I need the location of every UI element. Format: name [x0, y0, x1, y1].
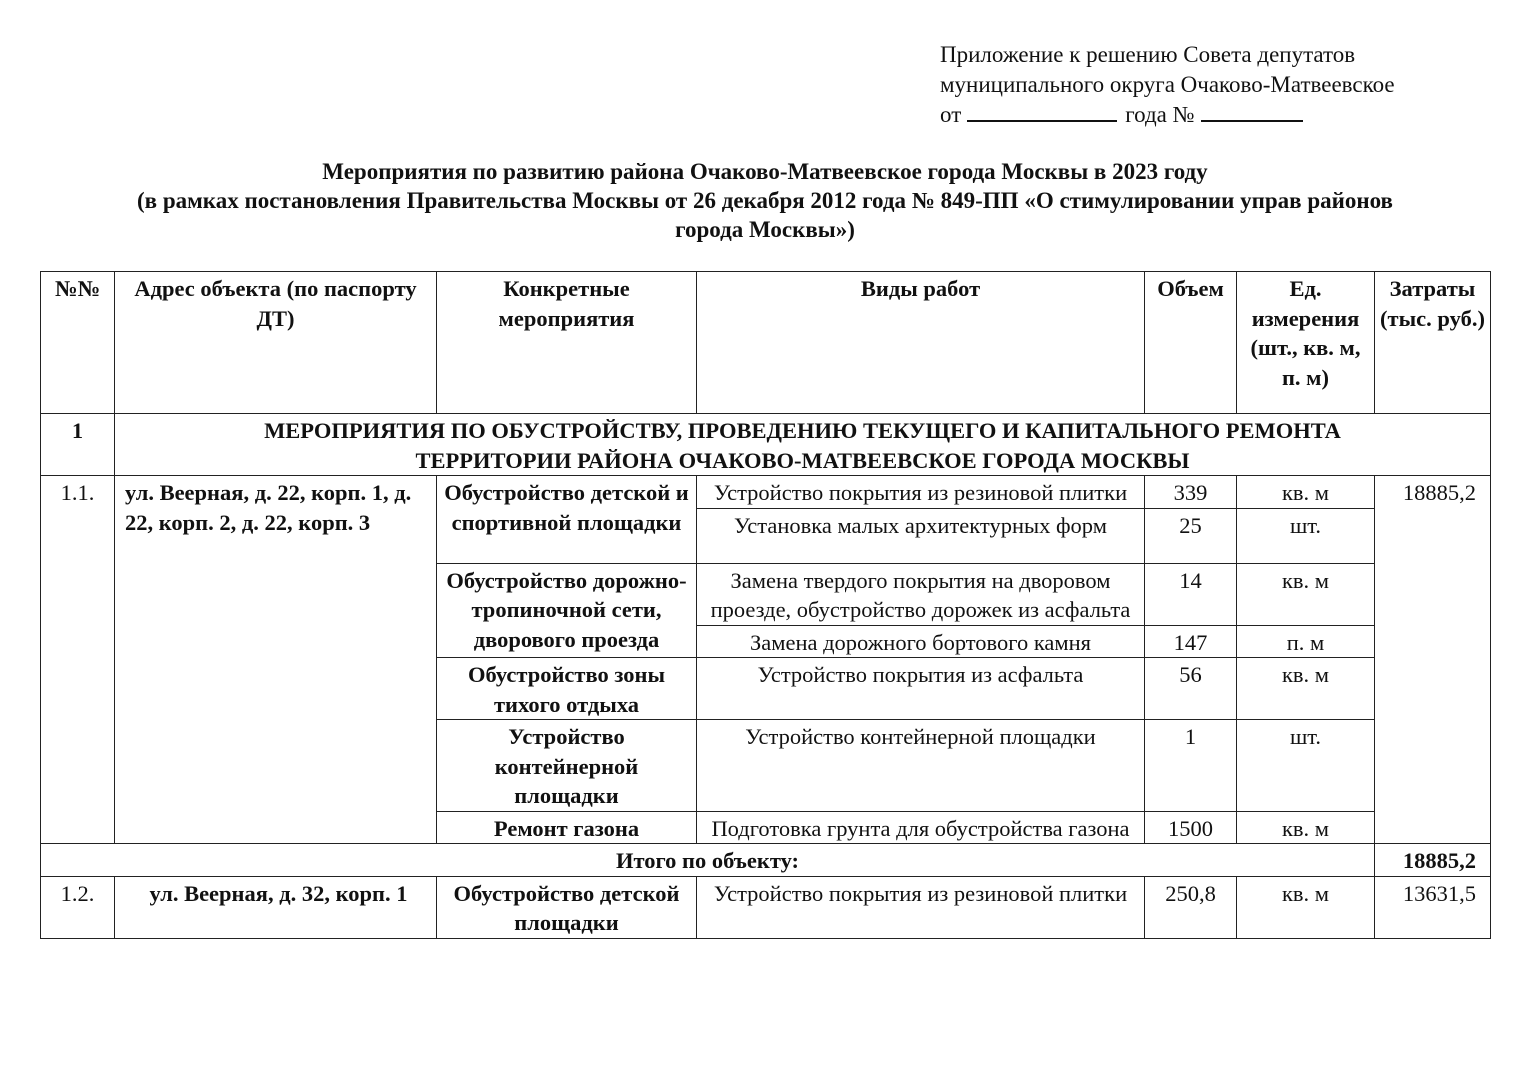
appendix-number-label: года № — [1125, 102, 1195, 127]
work-cell: Устройство покрытия из асфальта — [697, 658, 1145, 720]
volume-cell: 1 — [1145, 720, 1237, 812]
work-cell: Устройство покрытия из резиновой плитки — [697, 476, 1145, 509]
object-cost: 18885,2 — [1375, 476, 1491, 844]
work-cell: Подготовка грунта для обустройства газона — [697, 811, 1145, 844]
total-row — [41, 844, 1491, 877]
unit-cell: кв. м — [1237, 811, 1375, 844]
measure-cell: Устройство контейнерной площадки — [437, 720, 697, 812]
volume-cell: 14 — [1145, 563, 1237, 625]
title-line-1: Мероприятия по развитию района Очаково-Матвеевское города Москвы в 2023 году — [322, 159, 1208, 184]
work-cell: Устройство покрытия из резиновой плитки — [697, 876, 1145, 938]
work-cell: Установка малых архитектурных форм — [697, 508, 1145, 563]
work-cell: Замена дорожного бортового камня — [697, 625, 1145, 658]
measure-cell: Обустройство детской и спортивной площадки — [437, 476, 697, 564]
appendix-line-1: Приложение к решению Совета депутатов — [940, 42, 1356, 67]
appendix-date-line — [940, 100, 1395, 130]
table-header-row — [41, 272, 1491, 414]
table-row — [41, 876, 1491, 938]
total-value: 18885,2 — [1375, 844, 1491, 877]
volume-cell: 250,8 — [1145, 876, 1237, 938]
header-volume: Объем — [1145, 272, 1237, 414]
work-cell: Замена твердого покрытия на дворовом проезде, обустройство дорожек из асфальта — [697, 563, 1145, 625]
number-blank — [1201, 100, 1303, 122]
unit-cell: п. м — [1237, 625, 1375, 658]
object-number: 1.2. — [41, 876, 115, 938]
unit-cell: кв. м — [1237, 658, 1375, 720]
date-blank — [967, 100, 1117, 122]
volume-cell: 147 — [1145, 625, 1237, 658]
measure-cell: Ремонт газона — [437, 811, 697, 844]
table-row — [41, 476, 1491, 509]
appendix-block — [940, 40, 1395, 130]
unit-cell: кв. м — [1237, 476, 1375, 509]
total-label: Итого по объекту: — [41, 844, 1375, 877]
volume-cell: 25 — [1145, 508, 1237, 563]
measure-cell: Обустройство дорожно-тропиночной сети, дворового проезда — [437, 563, 697, 658]
appendix-date-prefix: от — [940, 102, 962, 127]
header-cost: Затраты (тыс. руб.) — [1375, 272, 1491, 414]
object-number: 1.1. — [41, 476, 115, 844]
header-measures: Конкретные мероприятия — [437, 272, 697, 414]
unit-cell: шт. — [1237, 508, 1375, 563]
object-address: ул. Веерная, д. 22, корп. 1, д. 22, корп. 2, д. 22, корп. 3 — [115, 476, 437, 844]
unit-cell: кв. м — [1237, 563, 1375, 625]
appendix-line-2: муниципального округа Очаково-Матвеевское — [940, 72, 1395, 97]
measure-cell: Обустройство детской площадки — [437, 876, 697, 938]
object-address: ул. Веерная, д. 32, корп. 1 — [115, 876, 437, 938]
unit-cell: кв. м — [1237, 876, 1375, 938]
measure-cell: Обустройство зоны тихого отдыха — [437, 658, 697, 720]
object-cost: 13631,5 — [1375, 876, 1491, 938]
measures-table — [40, 271, 1491, 939]
header-unit: Ед. измерения (шт., кв. м, п. м) — [1237, 272, 1375, 414]
section-row — [41, 414, 1491, 476]
volume-cell: 339 — [1145, 476, 1237, 509]
section-number: 1 — [41, 414, 115, 476]
section-title-line-2: ТЕРРИТОРИИ РАЙОНА ОЧАКОВО-МАТВЕЕВСКОЕ ГОРОДА МОСКВЫ — [415, 447, 1190, 473]
volume-cell: 56 — [1145, 658, 1237, 720]
header-works: Виды работ — [697, 272, 1145, 414]
unit-cell: шт. — [1237, 720, 1375, 812]
header-num: №№ — [41, 272, 115, 414]
header-address: Адрес объекта (по паспорту ДТ) — [115, 272, 437, 414]
section-title — [115, 414, 1491, 476]
title-line-3: города Москвы») — [675, 217, 855, 242]
title-line-2: (в рамках постановления Правительства Москвы от 26 декабря 2012 года № 849-ПП «О стимулировании управ районов — [137, 188, 1393, 213]
document-title — [40, 157, 1490, 244]
volume-cell: 1500 — [1145, 811, 1237, 844]
section-title-line-1: МЕРОПРИЯТИЯ ПО ОБУСТРОЙСТВУ, ПРОВЕДЕНИЮ ТЕКУЩЕГО И КАПИТАЛЬНОГО РЕМОНТА — [264, 418, 1341, 443]
work-cell: Устройство контейнерной площадки — [697, 720, 1145, 812]
